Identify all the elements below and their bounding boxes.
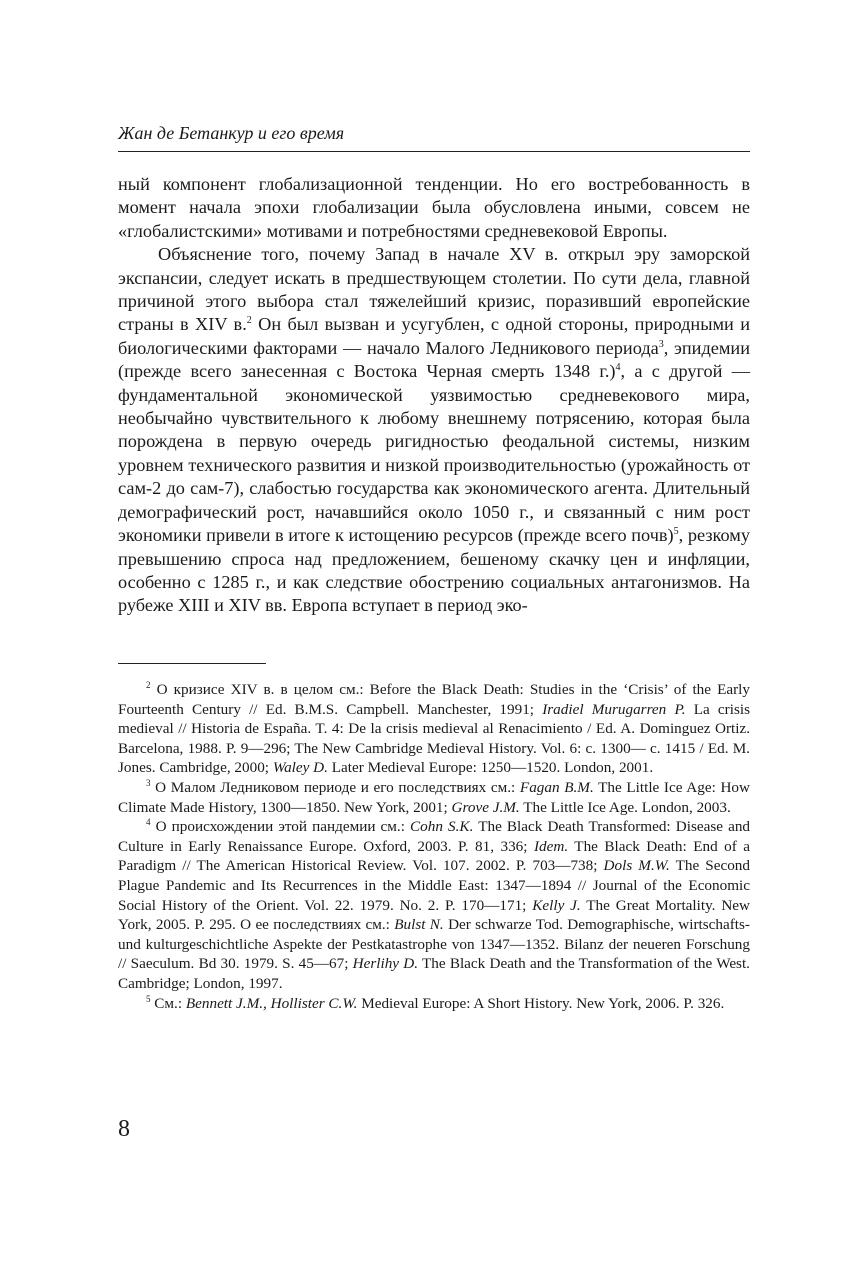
main-text [118,173,750,618]
footnote-text: The Little Ice Age: How Climate Made History, 1300—1850. New York, 2001; [118,778,750,816]
footnote-text: The Black Death Transformed: Disease and Culture in Early Renaissance Europe. Oxford, 2003. P. 81, 336; [118,818,751,855]
footnote-2 [118,680,750,778]
footnote-ref-5[interactable]: 5 [673,526,679,537]
footnote-number: 5 [146,993,151,1004]
footnote-author: Cohn S.K. [410,818,474,836]
footnote-text: О происхождении этой пандемии см.: [155,818,411,836]
footnote-ref-3[interactable]: 3 [658,338,664,350]
footnote-rule [118,663,266,664]
footnote-text: The Black Death and the Transformation of the West. Cambridge; London, 1997. [118,955,750,992]
paragraph-2-text: , а с другой — фундаментальной экономической уязвимостью средневекового мира, необычайно чувствительного к любому внешнему потрясению, которая была порождена в первую очередь ригидностью феодальной системы, низким уровнем технического развития и низкой производительностью (урожайность от сам-2 до сам-7), слабостью государства как экономического агента. Длительный демографический рост, начавшийся около 1050 г., и связанный с ним рост экономики привели в итоге к истощению ресурсов (прежде всего почв) [118,361,751,546]
footnote-number: 3 [146,777,151,788]
footnote-text: La crisis medieval // Historia de España. T. 4: De la crisis medieval al Renacimiento / Ed. A. Dominguez Ortiz. Barcelona, 1988. P. 9—296; The New Cambridge Medieval History. Vol. 6: c. 1300— c. 1415 / Ed. M. Jones. Cambridge, 2000; [118,700,750,777]
footnotes [118,680,750,1013]
footnote-number: 4 [146,817,151,828]
footnote-author: Fagan B.M. [519,778,594,796]
footnote-author: Grove J.M. [451,798,520,816]
footnote-author: Bennett J.M., Hollister C.W. [185,994,358,1012]
footnote-ref-2[interactable]: 2 [246,315,252,327]
footnote-text: См.: [154,994,186,1012]
footnote-text: О кризисе XIV в. в целом см.: Before the Black Death: Studies in the ‘Crisis’ of the Early Fourteenth Century // Ed. B.M.S. Campbell. Manchester, 1991; [118,681,750,718]
footnote-text: The Black Death: End of a Paradigm // The American Historical Review. Vol. 107. 2002. P. 703—738; [118,837,750,875]
footnote-author: Waley D. [272,759,328,777]
footnote-text: The Little Ice Age. London, 2003. [519,798,731,816]
paragraph-2 [118,243,750,618]
footnote-number: 2 [146,679,151,690]
footnote-text: Later Medieval Europe: 1250—1520. London, 2001. [327,759,654,777]
footnote-5 [118,994,750,1014]
footnote-author: Bulst N. [394,916,444,934]
footnote-3 [118,778,750,817]
footnote-text: О Малом Ледниковом периоде и его последствиях см.: [155,778,520,796]
paragraph-1: ный компонент глобализационной тенденции. Но его востребованность в момент начала эпохи глобализации была обусловлена иными, совсем не «глобалистскими» мотивами и потребностями средневековой Европы. [118,174,750,241]
footnote-author: Herlihy D. [352,955,419,973]
footnote-text: The Great Mortality. New York, 2005. P. 295. О ее последствиях см.: [118,896,751,934]
paragraph-2-text: , резкому превышению спроса над предложением, бешеному скачку цен и инфляции, особенно с 1285 г., и как следствие обострению социальных антагонизмов. На рубеже XIII и XIV вв. Европа вступает в период эко- [118,525,751,616]
header-rule [118,151,750,152]
paragraph-2-text: Объяснение того, почему Запад в начале XV в. открыл эру заморской экспансии, следует искать в предшествующем столетии. По сути дела, главной причиной этого выбора стал тяжелейший кризис, поразивший европейские страны в XIV в. [118,244,750,335]
running-head: Жан де Бетанкур и его время [118,123,345,143]
paragraph-2-text: Он был вызван и усугублен, с одной стороны, природными и биологическими факторами — начало Малого Ледникового периода [118,314,750,358]
paragraph-2-text: , эпидемии (прежде всего занесенная с Востока Черная смерть 1348 г.) [118,337,750,382]
page-number: 8 [118,1116,130,1142]
footnote-text: Medieval Europe: A Short History. New York, 2006. P. 326. [357,994,725,1012]
footnote-text: The Second Plague Pandemic and Its Recurrences in the Middle East: 1347—1894 // Journal of the Economic Social History of the Orient. Vol. 22. 1979. No. 2. P. 170—171; [118,857,750,914]
footnote-author: Idem. [533,837,569,855]
footnote-author: Dols M.W. [603,857,670,875]
footnote-ref-4[interactable]: 4 [615,362,621,374]
footnote-text: Der schwarze Tod. Demographische, wirtschafts- und kulturgeschichtliche Aspekte der Pestkatastrophe von 1347—1352. Bilanz der neueren Forschung // Saeculum. Bd 30. 1979. S. 45—67; [118,916,750,973]
footnote-4 [118,817,750,993]
footnote-author: Iradiel Murugarren P. [542,700,686,718]
footnote-author: Kelly J. [532,896,581,914]
